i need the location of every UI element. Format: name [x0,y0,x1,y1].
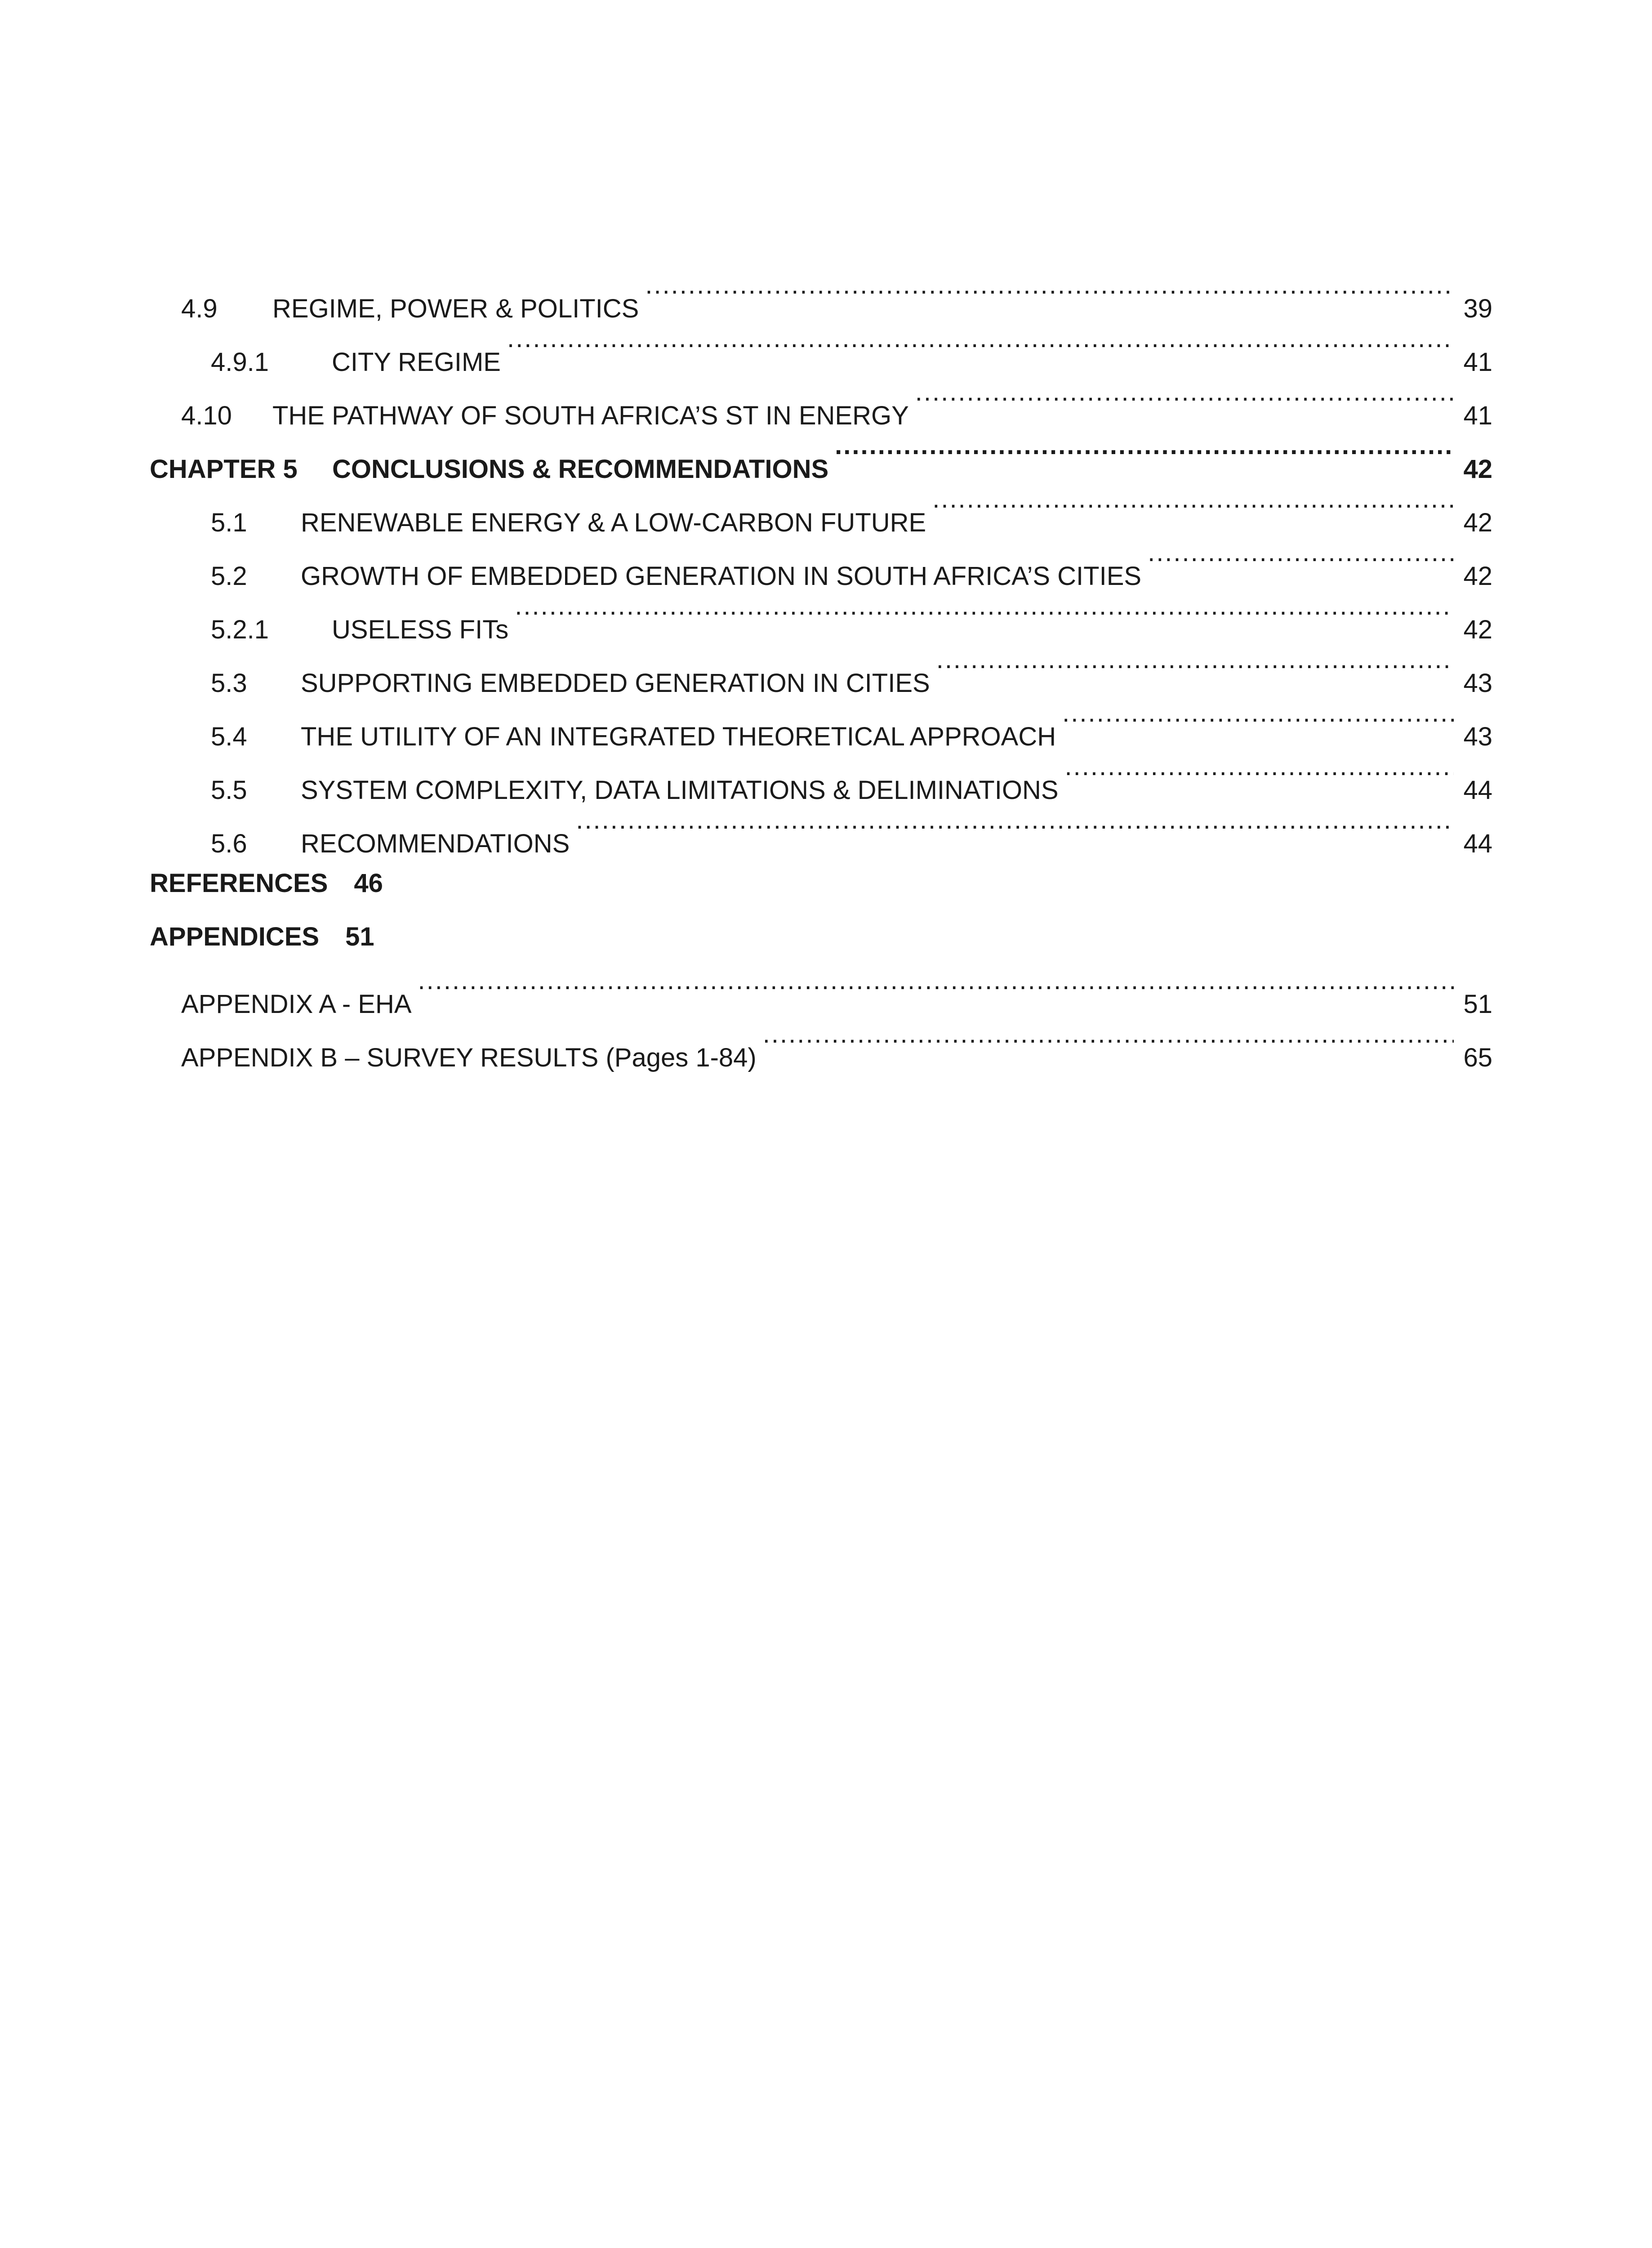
toc-entry-page: 42 [1463,562,1492,591]
dot-leader [418,968,1454,1013]
toc-entry-5-2-1[interactable] [211,593,1492,644]
toc-entry-page: 42 [1463,455,1492,484]
dot-leader [936,647,1454,692]
toc-entry-appendices[interactable] [150,914,374,959]
dot-leader [932,486,1454,531]
toc-entry-page: 44 [1463,776,1492,805]
toc-entry-page: 65 [1463,1043,1492,1072]
toc-entry-title: THE PATHWAY OF SOUTH AFRICA’S ST IN ENERGY [272,401,909,430]
toc-entry-references[interactable] [150,861,383,906]
toc-entry-page: 42 [1463,615,1492,644]
toc-entry-number: APPENDICES [150,922,320,951]
toc-entry-title: SYSTEM COMPLEXITY, DATA LIMITATIONS & DELIMINATIONS [301,776,1059,805]
toc-entry-number: 4.10 [181,401,232,430]
dot-leader [1148,540,1454,585]
toc-entry-page: 51 [1463,990,1492,1019]
toc-entry-title: CONCLUSIONS & RECOMMENDATIONS [332,455,829,484]
toc-entry-page: 43 [1463,669,1492,698]
toc-entry-number: 5.1 [211,508,247,537]
toc-entry-5-4[interactable] [211,700,1492,751]
toc-entry-title: APPENDIX B – SURVEY RESULTS (Pages 1-84) [181,1043,757,1072]
toc-entry-title: REGIME, POWER & POLITICS [272,294,639,323]
toc-entry-number: 5.2.1 [211,615,269,644]
toc-entry-appendix-b[interactable] [181,1021,1492,1072]
toc-entry-number: 5.6 [211,829,247,858]
toc-entry-number: 4.9.1 [211,348,269,377]
dot-leader [915,379,1454,424]
toc-entry-number: 5.4 [211,722,247,751]
toc-entry-4-9-1[interactable] [211,326,1492,377]
dot-leader [576,807,1454,852]
toc-entry-title: RENEWABLE ENERGY & A LOW-CARBON FUTURE [301,508,926,537]
toc-entry-5-2[interactable] [211,540,1492,591]
toc-entry-number: REFERENCES [150,869,328,898]
dot-leader [763,1021,1454,1066]
dot-leader [507,326,1454,371]
toc-entry-number: 5.2 [211,562,247,591]
dot-leader [1065,754,1454,799]
toc-entry-5-3[interactable] [211,647,1492,698]
toc-entry-page: 46 [354,869,383,898]
toc-entry-5-1[interactable] [211,486,1492,537]
toc-entry-5-6[interactable] [211,807,1492,858]
toc-entry-number: CHAPTER 5 [150,455,298,484]
toc-entry-page: 51 [345,922,374,951]
toc-entry-title: RECOMMENDATIONS [301,829,570,858]
toc-entry-4-10[interactable] [181,379,1492,430]
toc-entry-page: 42 [1463,508,1492,537]
toc-entry-title: SUPPORTING EMBEDDED GENERATION IN CITIES [301,669,930,698]
toc-entry-number: 4.9 [181,294,218,323]
dot-leader [645,272,1454,317]
toc-entry-page: 41 [1463,401,1492,430]
dot-leader [1062,700,1454,745]
dot-leader [835,433,1454,478]
toc-entry-title: THE UTILITY OF AN INTEGRATED THEORETICAL APPROACH [301,722,1056,751]
toc-entry-title: CITY REGIME [332,348,501,377]
toc-entry-chapter-5[interactable] [150,433,1492,484]
toc-entry-4-9[interactable] [181,272,1492,323]
toc-entry-title: USELESS FITs [332,615,509,644]
toc-entry-title: APPENDIX A - EHA [181,990,412,1019]
toc-entry-page: 43 [1463,722,1492,751]
dot-leader [515,593,1454,638]
toc-entry-appendix-a[interactable] [181,968,1492,1019]
toc-entry-title: GROWTH OF EMBEDDED GENERATION IN SOUTH AFRICA’S CITIES [301,562,1142,591]
toc-entry-page: 39 [1463,294,1492,323]
toc-entry-number: 5.5 [211,776,247,805]
toc-entry-page: 41 [1463,348,1492,377]
toc-entry-page: 44 [1463,829,1492,858]
toc-entry-number: 5.3 [211,669,247,698]
toc-entry-5-5[interactable] [211,754,1492,805]
